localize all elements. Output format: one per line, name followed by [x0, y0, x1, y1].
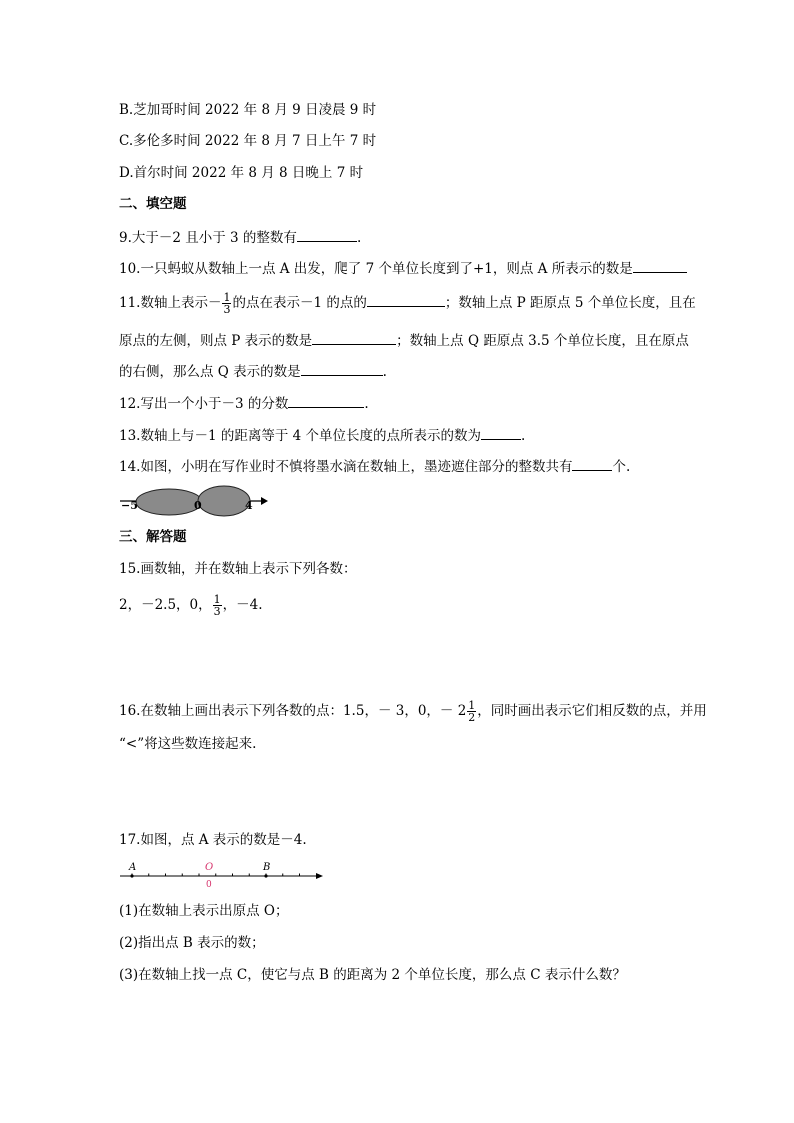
question-11-line2-pre: 原点的左侧，则点 P 表示的数是	[119, 333, 313, 349]
question-15-nums-post: ，－4.	[222, 597, 263, 613]
answer-blank[interactable]	[481, 425, 521, 440]
label-a: A	[129, 862, 137, 873]
fraction-one-third	[222, 292, 231, 315]
question-9-end: .	[356, 230, 362, 246]
axis-arrow	[316, 873, 323, 879]
answer-blank[interactable]	[633, 258, 687, 273]
question-16-pre: 16.在数轴上画出表示下列各数的点：1.5，－ 3，0，－ 2	[119, 703, 467, 719]
question-17-sub-2: (2)指出点 B 表示的数；	[119, 935, 265, 951]
label-b: B	[263, 862, 271, 873]
fraction-denominator: 3	[213, 605, 221, 618]
question-11-line-3	[119, 361, 387, 381]
number-line-figure-a-o-b	[118, 858, 324, 890]
fraction-one-third	[213, 594, 222, 617]
question-17-sub-3: (3)在数轴上找一点 C，使它与点 B 的距离为 2 个单位长度，那么点 C 表示什么数？	[119, 967, 626, 983]
axis-arrow	[261, 497, 268, 505]
question-14-end: 个.	[612, 459, 631, 475]
question-16-line-1	[119, 700, 707, 723]
ink-blot-right	[198, 486, 250, 516]
answer-blank[interactable]	[572, 456, 612, 471]
question-11-line-2	[119, 330, 689, 350]
question-17: 17.如图，点 A 表示的数是－4.	[119, 832, 307, 848]
answer-blank[interactable]	[301, 361, 383, 376]
question-13-text: 13.数轴上与－1 的距离等于 4 个单位长度的点所表示的数为	[119, 428, 482, 444]
question-13	[119, 425, 525, 445]
label-zero: 0	[206, 880, 212, 890]
answer-blank[interactable]	[367, 292, 445, 307]
question-17-sub-1: (1)在数轴上表示出原点 O；	[119, 903, 289, 919]
question-10-text: 10.一只蚂蚁从数轴上一点 A 出发，爬了 7 个单位长度到了+1，则点 A 所表示的数是	[119, 261, 633, 277]
question-11-mid: 的点在表示－1 的点的	[232, 295, 367, 311]
fraction-numerator: 1	[468, 699, 476, 712]
question-12	[119, 393, 369, 413]
fraction-denominator: 2	[468, 711, 476, 724]
ink-blot-number-line-figure	[118, 484, 268, 518]
question-12-end: .	[364, 396, 369, 412]
label-minus-five: −5	[121, 499, 138, 512]
question-11-pre: 11.数轴上表示－	[119, 295, 222, 311]
option-c: C.多伦多时间 2022 年 8 月 7 日上午 7 时	[119, 133, 377, 149]
question-12-text: 12.写出一个小于－3 的分数	[119, 396, 289, 412]
label-zero: 0	[194, 499, 202, 512]
answer-blank[interactable]	[297, 227, 357, 242]
question-11-line2-after: ；数轴上点 Q 距原点 3.5 个单位长度，且在原点	[396, 333, 689, 349]
ink-blot-left	[136, 489, 202, 515]
question-10	[119, 258, 687, 278]
fraction-one-half	[467, 700, 476, 723]
label-o: O	[205, 862, 214, 873]
option-d: D.首尔时间 2022 年 8 月 8 日晚上 7 时	[119, 165, 364, 181]
label-four: 4	[245, 499, 253, 512]
question-13-end: .	[521, 428, 526, 444]
question-16-post: ，同时画出表示它们相反数的点，并用	[477, 703, 707, 719]
point-b-dot	[264, 874, 267, 877]
point-a-dot	[130, 874, 133, 877]
question-14-text: 14.如图，小明在写作业时不慎将墨水滴在数轴上，墨迹遮住部分的整数共有	[119, 459, 573, 475]
question-11-line3-pre: 的右侧，那么点 Q 表示的数是	[119, 364, 301, 380]
question-11-line-1	[119, 292, 696, 315]
question-16-line-2: “<”将这些数连接起来.	[119, 736, 257, 752]
question-15-nums-pre: 2，－2.5，0，	[119, 597, 212, 613]
question-9	[119, 227, 361, 247]
answer-blank[interactable]	[312, 330, 396, 345]
question-14	[119, 456, 630, 476]
question-9-text: 9.大于－2 且小于 3 的整数有	[119, 230, 297, 246]
section-fill-in-title: 二、填空题	[119, 196, 187, 212]
fraction-numerator: 1	[223, 291, 231, 304]
question-15: 15.画数轴，并在数轴上表示下列各数：	[119, 561, 357, 577]
fraction-numerator: 1	[213, 593, 221, 606]
question-15-numbers	[119, 594, 263, 617]
fraction-denominator: 3	[223, 303, 231, 316]
section-solve-title: 三、解答题	[119, 529, 187, 545]
question-11-line3-end: .	[382, 364, 387, 380]
option-b: B.芝加哥时间 2022 年 8 月 9 日凌晨 9 时	[119, 102, 377, 118]
question-11-after: ；数轴上点 P 距原点 5 个单位长度，且在	[444, 295, 696, 311]
answer-blank[interactable]	[288, 393, 364, 408]
